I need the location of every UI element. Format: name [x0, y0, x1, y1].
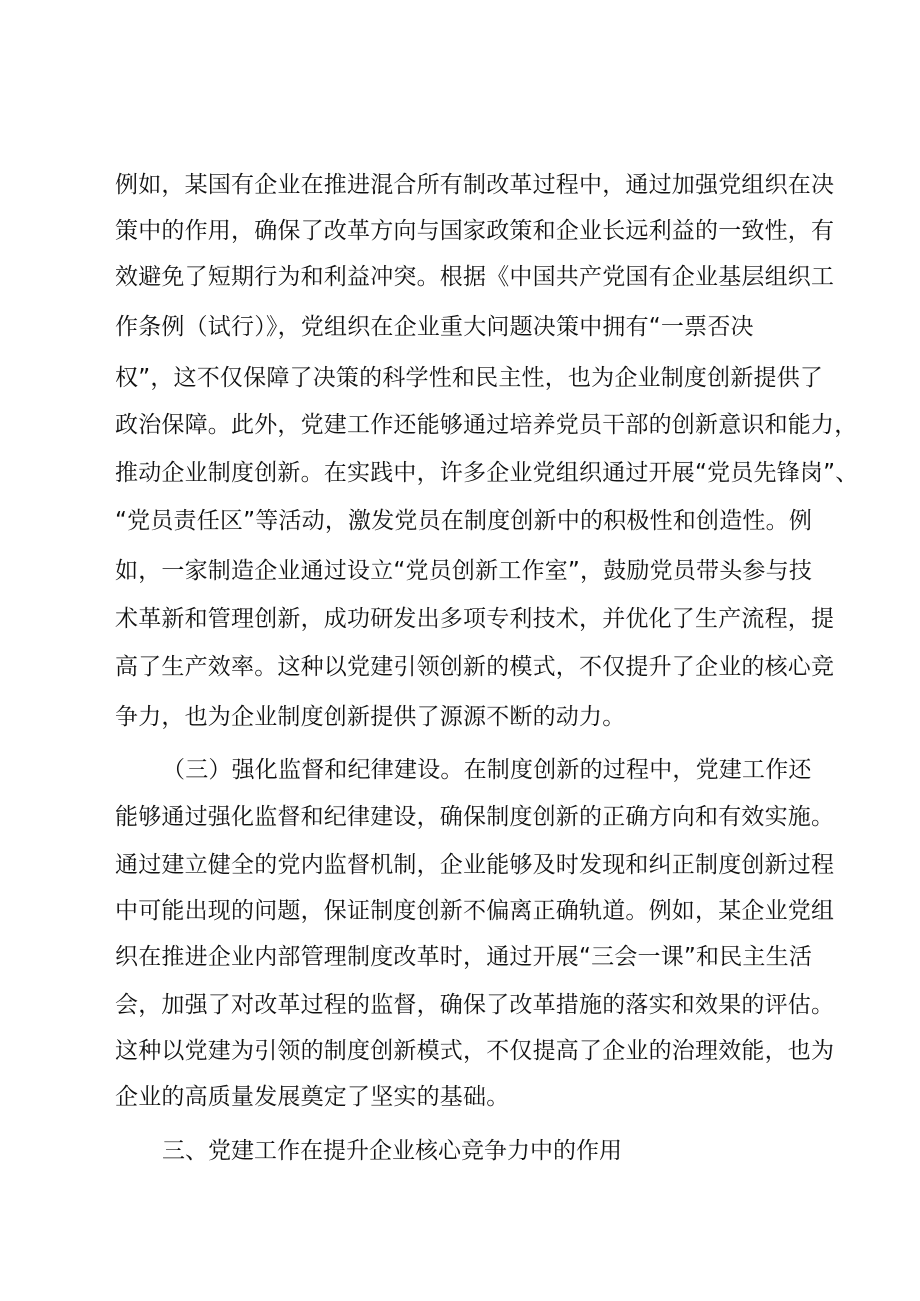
paragraph-line: （三）强化监督和纪律建设。在制度创新的过程中，党建工作还: [162, 757, 812, 783]
section-heading: 三、党建工作在提升企业核心竞争力中的作用: [162, 1138, 622, 1164]
paragraph-line: 通过建立健全的党内监督机制，企业能够及时发现和纠正制度创新过程: [115, 852, 835, 878]
paragraph-line: 会，加强了对改革过程的监督，确保了改革措施的落实和效果的评估。: [115, 992, 835, 1018]
paragraph-line: 推动企业制度创新。在实践中，许多企业党组织通过开展“党员先锋岗”、: [115, 460, 859, 486]
paragraph-line: 争力，也为企业制度创新提供了源源不断的动力。: [115, 704, 626, 730]
paragraph-line: 织在推进企业内部管理制度改革时，通过开展“三会一课”和民主生活: [115, 944, 813, 970]
paragraph-line: 这种以党建为引领的制度创新模式，不仅提高了企业的治理效能，也为: [115, 1038, 835, 1064]
paragraph-line: 策中的作用，确保了改革方向与国家政策和企业长远利益的一致性，有: [115, 218, 835, 244]
paragraph-line: “党员责任区”等活动，激发党员在制度创新中的积极性和创造性。例: [115, 508, 813, 534]
paragraph-line: 高了生产效率。这种以党建引领创新的模式，不仅提升了企业的核心竞: [115, 654, 835, 680]
paragraph-line: 政治保障。此外，党建工作还能够通过培养党员干部的创新意识和能力，: [115, 412, 858, 438]
paragraph-line: 术革新和管理创新，成功研发出多项专利技术，并优化了生产流程，提: [115, 606, 835, 632]
paragraph-line: 中可能出现的问题，保证制度创新不偏离正确轨道。例如，某企业党组: [115, 898, 835, 924]
paragraph-line: 如，一家制造企业通过设立“党员创新工作室”，鼓励党员带头参与技: [115, 558, 813, 584]
paragraph-line: 能够通过强化监督和纪律建设，确保制度创新的正确方向和有效实施。: [115, 804, 835, 830]
paragraph-line: 例如，某国有企业在推进混合所有制改革过程中，通过加强党组织在决: [115, 172, 835, 198]
paragraph-line: 权”，这不仅保障了决策的科学性和民主性，也为企业制度创新提供了: [115, 365, 824, 391]
paragraph-line: 效避免了短期行为和利益冲突。根据《中国共产党国有企业基层组织工: [115, 264, 835, 290]
paragraph-line: 企业的高质量发展奠定了坚实的基础。: [115, 1084, 510, 1110]
paragraph-line: 作条例（试行）》，党组织在企业重大问题决策中拥有“一票否决: [115, 314, 754, 340]
